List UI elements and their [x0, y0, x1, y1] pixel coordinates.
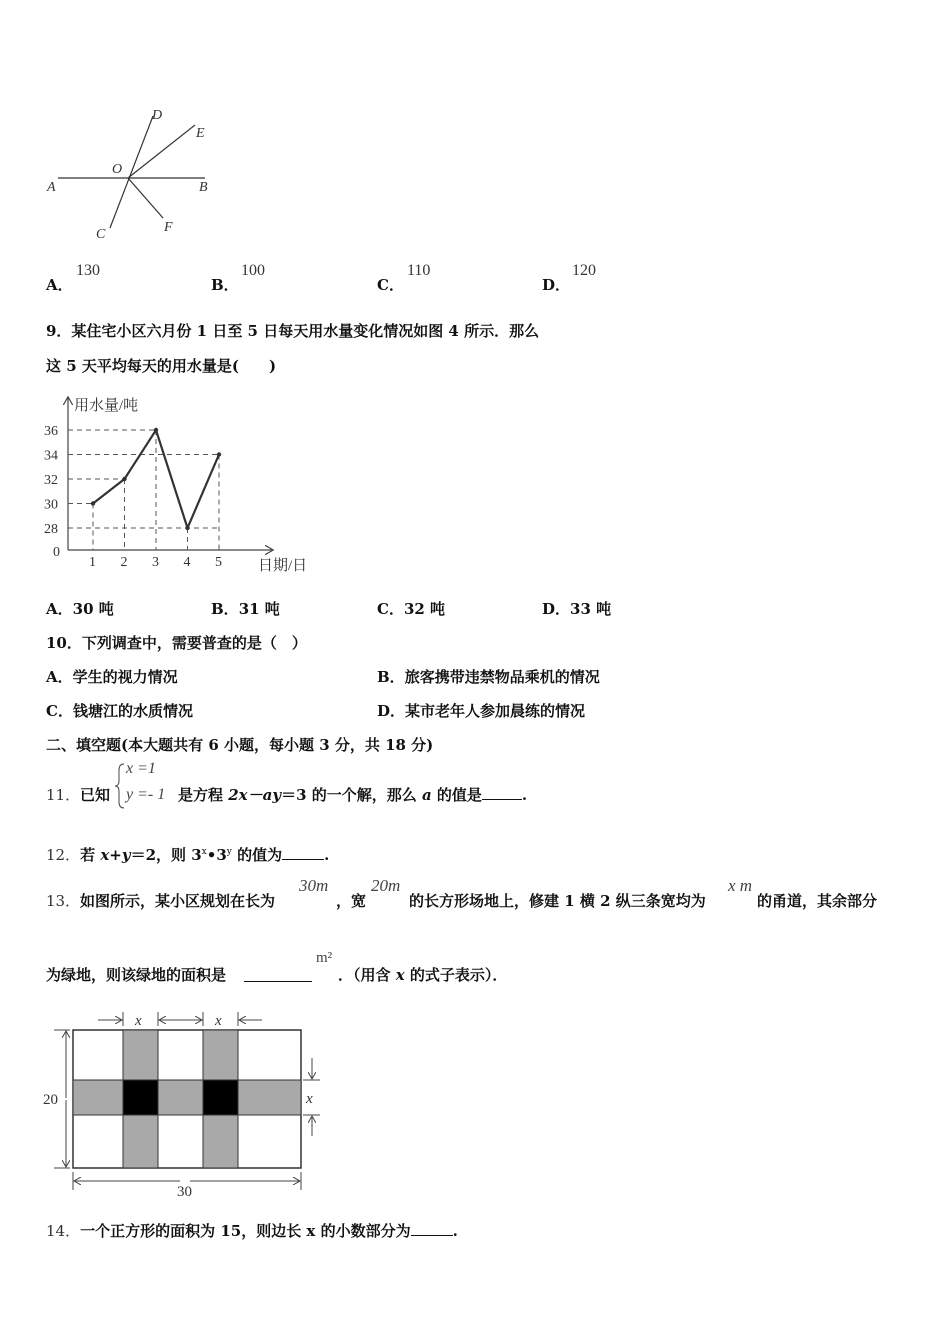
- q12-sup2: y: [226, 847, 232, 857]
- q8-option-b-value: 100: [241, 262, 265, 279]
- section2-heading: 二、填空题(本大题共有 6 小题，每小题 3 分，共 18 分): [46, 736, 434, 754]
- q11-post-a: 是方程: [178, 786, 229, 804]
- q10-option-b: [377, 666, 600, 687]
- q13-answer-blank[interactable]: [244, 967, 312, 982]
- q11-tail: [178, 784, 527, 805]
- q14: [46, 1220, 458, 1241]
- q12-answer-blank[interactable]: [282, 845, 324, 860]
- label-o: O: [112, 162, 123, 177]
- q12-dot: •3: [206, 846, 227, 864]
- q11-answer-blank[interactable]: [482, 785, 522, 800]
- q8-option-c-value: 110: [407, 262, 431, 279]
- q13-line2-tail: [338, 964, 507, 985]
- q10-stem: 10．下列调查中，需要普查的是（ ）: [46, 634, 307, 652]
- q9-line1: 9．某住宅小区六月份 1 日至 5 日每天用水量变化情况如图 4 所示．那么: [46, 322, 540, 340]
- q13-line2b: ．（用含: [338, 966, 396, 984]
- q12-pre: 若: [80, 846, 101, 864]
- y-tick-36: 36: [44, 424, 58, 439]
- q12-num: 12．: [46, 846, 81, 864]
- q13-line2a: 为绿地，则该绿地的面积是: [46, 966, 227, 984]
- point-day-1: [91, 501, 95, 505]
- horizontal-path: [73, 1080, 301, 1115]
- q14-answer-blank[interactable]: [411, 1221, 453, 1236]
- q9-line2: 这 5 天平均每天的用水量是( ): [46, 357, 277, 375]
- q9-option-d-letter: D．: [542, 600, 571, 618]
- x-tick-3: 3: [152, 555, 159, 570]
- q8-option-b-letter: B．: [211, 276, 239, 294]
- q13-line1: [46, 878, 926, 918]
- q9-option-a-letter: A．: [46, 600, 73, 618]
- label-b: B: [199, 180, 208, 195]
- ray-oe: [128, 125, 195, 178]
- q11-pre: 已知: [80, 786, 111, 804]
- q8-option-d-value: 120: [572, 262, 596, 279]
- point-day-4: [185, 526, 189, 530]
- q13-t1: 如图所示，某小区规划在长为: [80, 892, 276, 910]
- x-tick-5: 5: [215, 555, 222, 570]
- q10-option-a-text: 学生的视力情况: [72, 668, 178, 686]
- q12-expr: x+y: [100, 846, 131, 864]
- q8-options: [46, 262, 646, 298]
- q12: [46, 844, 329, 865]
- q13-length: 30m: [299, 876, 329, 895]
- q9-option-b-text: 31 吨: [238, 600, 280, 618]
- chart-ylabel: 用水量/吨: [74, 398, 139, 414]
- y-tick-30: 30: [44, 497, 58, 513]
- q10-option-b-text: 旅客携带违禁物品乘机的情况: [404, 668, 600, 686]
- q9-option-b: [211, 598, 280, 619]
- q10-option-c-text: 钱塘江的水质情况: [72, 702, 193, 720]
- q10-option-a-letter: A．: [46, 668, 73, 686]
- q9-option-b-letter: B．: [211, 600, 239, 618]
- label-height-20: 20: [43, 1092, 58, 1108]
- q12-post: 的值为: [231, 846, 283, 864]
- x-tick-2: 2: [120, 555, 128, 570]
- q13-line2: [46, 950, 746, 990]
- q13-t2: ，宽: [336, 892, 367, 910]
- angle-figure: [40, 100, 230, 250]
- label-x-right: x: [306, 1091, 313, 1107]
- q11-expr: 2x－ay: [228, 786, 282, 804]
- q14-num: 14．: [46, 1222, 81, 1240]
- q8-option-d: [542, 262, 596, 295]
- label-x-top-1: x: [135, 1013, 142, 1029]
- path-grid-figure: [40, 1008, 330, 1204]
- label-a: A: [47, 180, 56, 195]
- q10-option-a: [46, 666, 178, 687]
- q13-var: x: [395, 966, 405, 984]
- q13-t4: 的甬道，其余部分: [757, 892, 878, 910]
- q8-option-a-value: 130: [76, 262, 100, 279]
- q12-mid: ＝2，则 3: [130, 846, 202, 864]
- q10-option-c: [46, 700, 193, 721]
- q10-option-d-text: 某市老年人参加晨练的情况: [405, 702, 586, 720]
- q12-sup1: x: [201, 847, 207, 857]
- q9-option-c-letter: C．: [377, 600, 404, 618]
- q13-line2c: 的式子表示）．: [404, 966, 508, 984]
- q8-option-a: [46, 262, 100, 295]
- label-c: C: [96, 227, 106, 242]
- q8-option-a-letter: A．: [46, 276, 73, 294]
- q10-option-b-letter: B．: [377, 668, 405, 686]
- q13-unit: m²: [316, 950, 333, 966]
- q14-end: .: [452, 1222, 458, 1240]
- q9-option-a-text: 30 吨: [72, 600, 114, 618]
- q10-option-c-letter: C．: [46, 702, 73, 720]
- label-e: E: [196, 126, 205, 141]
- q11-post-b: ＝3 的一个解，那么: [281, 786, 422, 804]
- q9-option-c-text: 32 吨: [403, 600, 446, 618]
- point-day-3: [154, 428, 158, 432]
- q11-eq1: x =1: [126, 760, 156, 777]
- q14-text: 一个正方形的面积为 15，则边长 x 的小数部分为: [80, 1222, 411, 1240]
- x-tick-4: 4: [183, 555, 191, 570]
- intersection-2: [203, 1080, 238, 1115]
- y-tick-34: 34: [44, 448, 58, 464]
- x-tick-1: 1: [89, 555, 96, 570]
- q10-option-d-letter: D．: [377, 702, 406, 720]
- q9-option-c: [377, 598, 445, 619]
- q13-width: 20m: [371, 876, 401, 895]
- chart-xlabel: 日期/日: [258, 558, 308, 574]
- water-usage-chart: [40, 392, 330, 578]
- label-x-top-2: x: [215, 1013, 222, 1029]
- q8-option-c: [377, 262, 431, 295]
- q11-post-c: 的值是: [431, 786, 482, 804]
- q8-option-c-letter: C．: [377, 276, 404, 294]
- y-tick-32: 32: [44, 473, 58, 488]
- q9-option-d-text: 33 吨: [570, 600, 612, 618]
- q11-var: a: [421, 786, 432, 804]
- q11-num: 11．: [46, 786, 81, 804]
- point-day-2: [122, 477, 126, 481]
- q11-brace-icon: [114, 762, 126, 810]
- label-f: F: [164, 220, 173, 235]
- q13-t3: 的长方形场地上，修建 1 横 2 纵三条宽均为: [409, 892, 706, 910]
- q11-end: .: [521, 786, 528, 804]
- q8-option-d-letter: D．: [542, 276, 571, 294]
- chart-origin: 0: [53, 545, 60, 560]
- q11: [46, 760, 746, 812]
- q9-option-a: [46, 598, 114, 619]
- y-tick-28: 28: [44, 522, 58, 537]
- intersection-1: [123, 1080, 158, 1115]
- q11-eq2: y =- 1: [126, 786, 166, 803]
- q8-option-b: [211, 262, 265, 295]
- q12-end: .: [324, 846, 330, 864]
- label-width-30: 30: [177, 1184, 192, 1200]
- q9-option-d: [542, 598, 611, 619]
- q13-num: 13．: [46, 892, 81, 910]
- point-day-5: [217, 452, 221, 456]
- q10-option-d: [377, 700, 585, 721]
- label-d: D: [152, 108, 163, 123]
- q13-xm: x m: [728, 876, 753, 895]
- ray-of: [128, 178, 163, 218]
